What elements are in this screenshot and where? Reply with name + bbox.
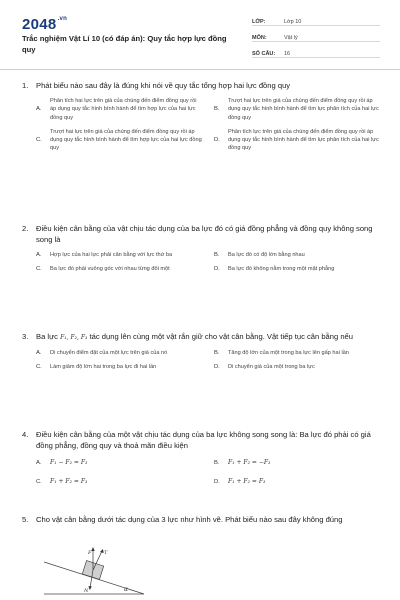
option-formula: F₁ + F₂ = F₃	[50, 478, 88, 485]
option-letter: D.	[214, 266, 220, 273]
site-logo[interactable]	[22, 16, 67, 33]
option-a[interactable]	[36, 251, 204, 259]
option-d[interactable]	[214, 128, 382, 153]
info-label: LỚP:	[252, 19, 266, 25]
info-label: MÔN:	[252, 35, 267, 41]
incline-force-figure	[40, 546, 150, 598]
logo-domain: .vn	[57, 16, 68, 22]
option-letter: A.	[36, 350, 42, 357]
question-3	[22, 331, 382, 372]
option-letter: D.	[214, 478, 220, 485]
header-divider	[0, 69, 400, 70]
question-text-start: Ba lực	[36, 332, 58, 341]
option-letter: A.	[36, 459, 42, 466]
info-value: Lớp 10	[284, 19, 302, 25]
question-number: 4.	[22, 430, 29, 439]
info-panel	[252, 14, 380, 62]
logo-text: 2048	[22, 16, 57, 33]
option-letter: C.	[36, 478, 42, 485]
label-n: N	[84, 588, 89, 594]
option-letter: B.	[214, 252, 220, 259]
option-letter: A.	[36, 106, 42, 113]
option-c[interactable]	[36, 363, 204, 371]
option-c[interactable]	[36, 128, 204, 153]
option-a[interactable]	[36, 97, 204, 122]
option-text: Hợp lực của hai lực phải cân bằng với lực thứ ba	[50, 252, 173, 258]
option-text: Làm giảm độ lớn hai trong ba lực đi hai lần	[50, 364, 157, 371]
question-5	[22, 514, 382, 525]
option-text: Ba lực đó phải vuông góc với nhau từng đôi một	[50, 266, 170, 273]
option-letter: D.	[214, 364, 220, 371]
info-label: SỐ CÂU:	[252, 51, 276, 57]
question-2	[22, 223, 382, 274]
info-value: 16	[284, 51, 291, 57]
option-text: Tăng độ lớn của một trong ba lực lên gấp hai lần	[228, 350, 349, 356]
option-d[interactable]	[214, 363, 382, 371]
question-text: Điều kiện cân bằng của một vật chịu tác dụng của ba lực không song song là: Ba lực đó phải có giá đồng phẳng, đồng quy và thoả mãn điều kiện	[36, 430, 371, 450]
info-row-subject	[252, 30, 380, 42]
forces-formula: F₁, F₂, F₃	[60, 334, 88, 341]
option-b[interactable]	[214, 251, 382, 259]
option-letter: A.	[36, 252, 42, 259]
option-text: Trượt hai lực trên giá của chúng đến điểm đồng quy rồi áp dụng quy tắc hình bình hành để tìm hợp lực của hai lực đồng quy	[50, 128, 202, 152]
option-d[interactable]	[214, 265, 382, 273]
option-text: Phân tích hai lực trên giá của chúng đến điểm đồng quy rồi áp dụng quy tắc hình bình hành để tìm hợp lực của hai lực đồng quy	[50, 98, 197, 121]
option-letter: D.	[214, 137, 220, 144]
page-title: Trắc nghiệm Vật Lí 10 (có đáp án): Quy tắc hợp lực đồng quy	[22, 34, 227, 54]
question-text-end: tác dụng lên cùng một vật rắn giữ cho vật cân bằng. Vật tiếp tục cân bằng nếu	[89, 332, 354, 341]
option-letter: C.	[36, 266, 42, 273]
option-formula: F₁ + F₂ = F₃	[228, 478, 266, 485]
option-b[interactable]	[214, 97, 382, 122]
option-formula: F₁ − F₂ = F₃	[50, 459, 88, 466]
option-b[interactable]	[214, 459, 382, 466]
force-n-arrowhead	[88, 586, 91, 590]
force-f-arrowhead	[91, 547, 94, 551]
question-text: Điều kiện cân bằng của vật chịu tác dụng của ba lực đó có giá đồng phẳng và đồng quy không song song là	[36, 224, 373, 244]
option-b[interactable]	[214, 349, 382, 357]
question-text	[36, 331, 382, 343]
option-letter: C.	[36, 137, 42, 144]
info-row-class	[252, 14, 380, 26]
option-text: Ba lực đó có độ lớn bằng nhau	[228, 252, 305, 258]
option-text: Di chuyển điểm đặt của một lực trên giá của nó	[50, 350, 168, 356]
option-formula: F₁ + F₂ = −F₃	[228, 459, 271, 466]
label-f: F	[88, 550, 92, 556]
option-text: Ba lực đó không nằm trong một mặt phẳng	[228, 266, 335, 273]
question-text: Phát biểu nào sau đây là đúng khi nói về quy tắc tổng hợp hai lực đồng quy	[36, 81, 291, 90]
label-angle: α	[124, 586, 129, 593]
option-letter: B.	[214, 350, 220, 357]
question-4	[22, 429, 382, 485]
question-number: 3.	[22, 332, 29, 341]
info-row-count	[252, 46, 380, 58]
option-c[interactable]	[36, 265, 204, 273]
question-number: 5.	[22, 515, 29, 524]
option-a[interactable]	[36, 459, 204, 466]
option-d[interactable]	[214, 478, 382, 485]
question-number: 1.	[22, 81, 29, 90]
option-text: Phân tích lực trên giá của chúng đến điểm đồng quy rồi áp dụng quy tắc hình bình hành để tìm lực phân tích của hai lực đồng quy	[228, 128, 379, 152]
option-letter: B.	[214, 106, 220, 113]
question-number: 2.	[22, 224, 29, 233]
option-c[interactable]	[36, 478, 204, 485]
label-t: T	[104, 550, 108, 556]
option-letter: C.	[36, 364, 42, 371]
option-letter: B.	[214, 459, 220, 466]
question-text: Cho vật cân bằng dưới tác dụng của 3 lực như hình vẽ. Phát biểu nào sau đây không đúng	[36, 515, 343, 524]
option-a[interactable]	[36, 349, 204, 357]
option-text: Di chuyển giá của một trong ba lực	[228, 364, 315, 371]
info-value: Vật lý	[284, 35, 298, 41]
option-text: Trượt hai lực trên giá của chúng đến điểm đồng quy rồi áp dụng quy tắc hình bình hành để tìm lực phân tích của hai lực đồng quy	[228, 98, 379, 121]
question-1	[22, 80, 382, 153]
